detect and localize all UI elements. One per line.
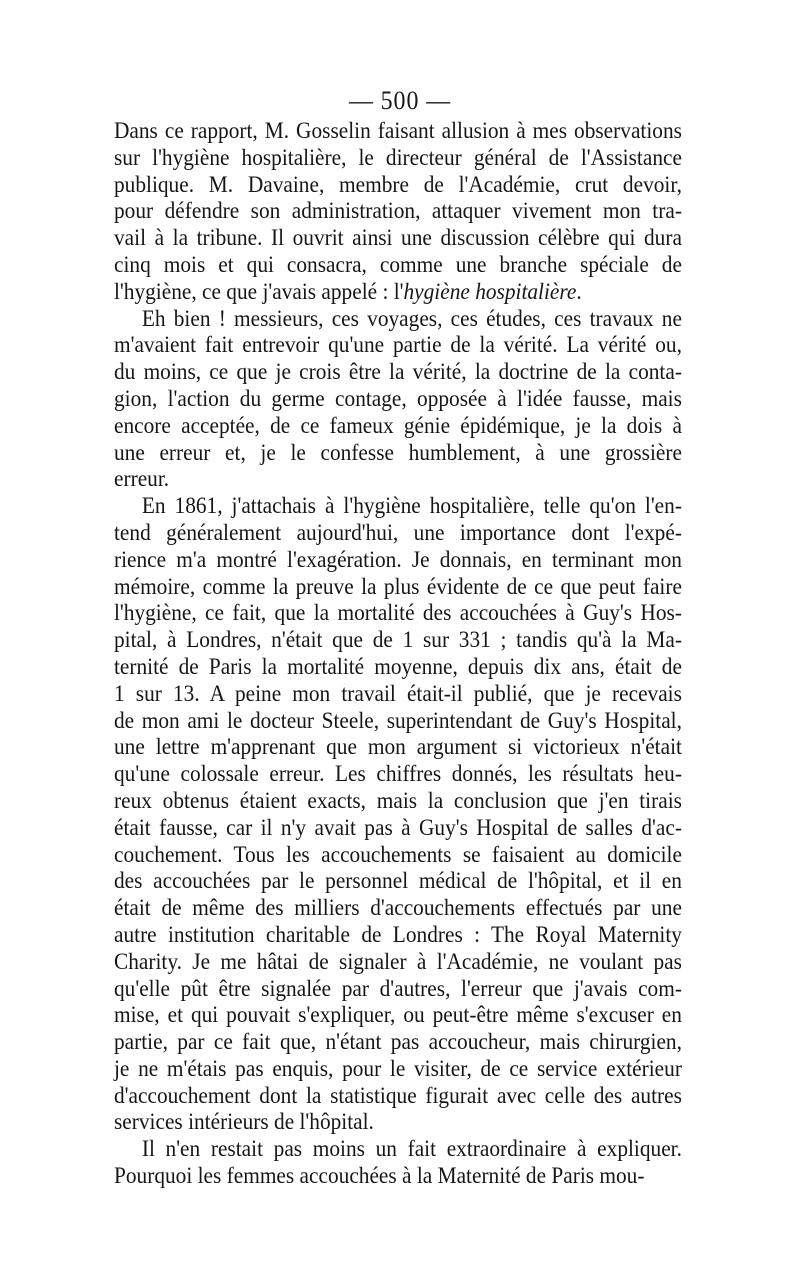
paragraph: [114, 493, 682, 1136]
paragraph: [114, 118, 682, 306]
text-line: services intérieurs de l'hôpital.: [114, 1109, 374, 1135]
text-line: qu'elle pût être signalée par d'autres, l'erreur que j'avais com-: [114, 975, 682, 1001]
text-line: je ne m'étais pas enquis, pour le visiter, de ce service extérieur: [114, 1055, 682, 1081]
text-line: tend généralement aujourd'hui, une importance dont l'expé-: [114, 519, 682, 545]
text-line: Eh bien ! messieurs, ces voyages, ces études, ces travaux ne: [141, 305, 682, 331]
text-line: Pourquoi les femmes accouchées à la Maternité de Paris mou-: [114, 1163, 645, 1189]
text-line: était fausse, car il n'y avait pas à Guy's Hospital de salles d'ac-: [114, 814, 682, 840]
text-line: pital, à Londres, n'était que de 1 sur 331 ; tandis qu'à la Ma-: [114, 627, 682, 653]
text-line: rience m'a montré l'exagération. Je donnais, en terminant mon: [114, 546, 682, 572]
paragraph: [114, 306, 682, 494]
text-line: [114, 279, 682, 306]
text-line: mémoire, comme la preuve la plus évidente de ce que peut faire: [114, 573, 682, 599]
text-line: Dans ce rapport, M. Gosselin faisant allusion à mes observations: [114, 118, 682, 143]
text-line: des accouchées par le personnel médical de l'hôpital, et il en: [114, 868, 682, 894]
text-line: erreur.: [114, 466, 170, 492]
text-line: mise, et qui pouvait s'expliquer, ou peut-être même s'excuser en: [114, 1002, 682, 1028]
text-line: vail à la tribune. Il ouvrit ainsi une discussion célèbre qui dura: [114, 225, 682, 251]
text-line: gion, l'action du germe contage, opposée à l'idée fausse, mais: [114, 385, 682, 411]
text-line: En 1861, j'attachais à l'hygiène hospitalière, telle qu'on l'en-: [141, 493, 682, 519]
text-line: d'accouchement dont la statistique figurait avec celle des autres: [114, 1082, 682, 1108]
text-line: encore acceptée, de ce fameux génie épidémique, je la dois à: [114, 412, 682, 438]
text-line: l'hygiène, ce fait, que la mortalité des accouchées à Guy's Hos-: [114, 600, 682, 626]
text-line: publique. M. Davaine, membre de l'Académie, crut devoir,: [114, 171, 682, 197]
text-line: Il n'en restait pas moins un fait extraordinaire à expliquer.: [141, 1136, 682, 1162]
text-line: de mon ami le docteur Steele, superintendant de Guy's Hospital,: [114, 707, 682, 733]
body-text: [114, 118, 682, 1190]
page-number: — 500 —: [348, 86, 452, 115]
text-line: m'avaient fait entrevoir qu'une partie de la vérité. La vérité ou,: [114, 332, 682, 358]
text-line: autre institution charitable de Londres : The Royal Maternity: [114, 921, 682, 947]
text-line: partie, par ce fait que, n'étant pas accoucheur, mais chirurgien,: [114, 1029, 682, 1055]
text-line: sur l'hygiène hospitalière, le directeur général de l'Assistance: [114, 144, 682, 170]
text-line: couchement. Tous les accouchements se faisaient au domicile: [114, 841, 682, 867]
text-line: était de même des milliers d'accouchements effectués par une: [114, 895, 682, 921]
text-line: une erreur et, je le confesse humblement, à une grossière: [114, 439, 682, 465]
text-line: du moins, ce que je crois être la vérité, la doctrine de la conta-: [114, 359, 682, 385]
text-line: Charity. Je me hâtai de signaler à l'Académie, ne voulant pas: [114, 948, 682, 974]
italic-term: hygiène hospitalière: [403, 278, 577, 304]
text-line: qu'une colossale erreur. Les chiffres donnés, les résultats heu-: [114, 761, 682, 787]
text-line: pour défendre son administration, attaquer vivement mon tra-: [114, 198, 682, 224]
text-line: cinq mois et qui consacra, comme une branche spéciale de: [114, 251, 682, 277]
text-line: une lettre m'apprenant que mon argument si victorieux n'était: [114, 734, 682, 760]
text-line: 1 sur 13. A peine mon travail était-il publié, que je recevais: [114, 680, 682, 706]
text-line: reux obtenus étaient exacts, mais la conclusion que j'en tirais: [114, 787, 682, 813]
text-segment: l'hygiène, ce que j'avais appelé : l': [114, 278, 404, 304]
paragraph: [114, 1136, 682, 1190]
text-line: ternité de Paris la mortalité moyenne, depuis dix ans, était de: [114, 653, 682, 679]
text-segment: .: [576, 278, 582, 304]
